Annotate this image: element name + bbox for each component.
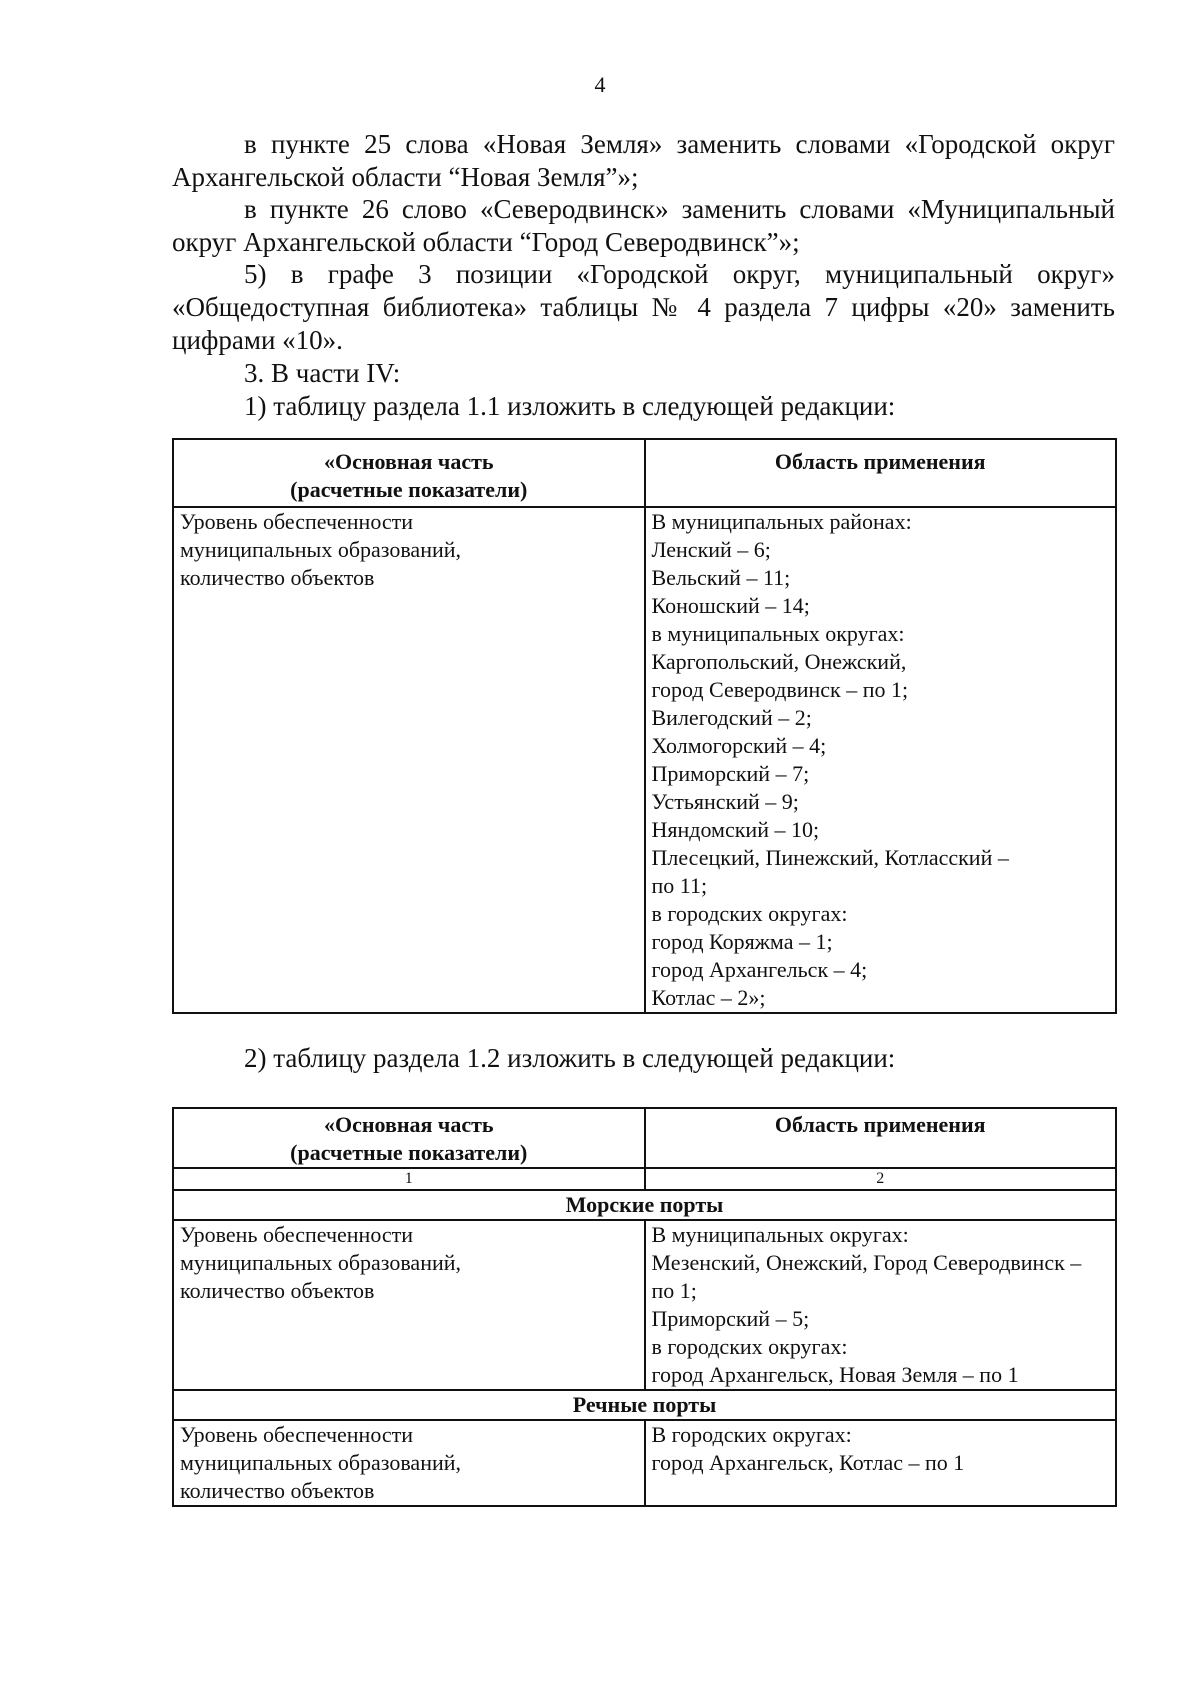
indicator-cell (173, 507, 645, 1013)
cell-line: Приморский – 7; (651, 761, 810, 786)
header-main-part-line1: «Основная часть (323, 1112, 494, 1137)
scope-cell (645, 1220, 1117, 1390)
cell-line: В муниципальных округах: (651, 1222, 909, 1247)
column-number-2: 2 (645, 1168, 1117, 1190)
cell-line: Плесецкий, Пинежский, Котласский – (651, 845, 1009, 870)
header-main-part-line2: (расчетные показатели) (290, 477, 528, 502)
cell-line: В городских округах: (651, 1422, 852, 1447)
section-title-river-ports: Речные порты (173, 1390, 1116, 1420)
cell-line: Уровень обеспеченности (180, 509, 414, 534)
header-main-part-line1: «Основная часть (323, 449, 494, 474)
cell-line: Уровень обеспеченности (180, 1422, 414, 1447)
scope-cell (645, 1420, 1117, 1506)
paragraph-item-26: в пункте 26 слово «Северодвинск» заменить словами «Муниципальный округ Архангельской области “Город Северодвинск”»; (172, 194, 1115, 257)
scope-cell (645, 507, 1117, 1013)
cell-line: Холмогорский – 4; (651, 733, 827, 758)
section-row-sea-ports (173, 1190, 1116, 1220)
cell-line: Вельский – 11; (651, 565, 791, 590)
paragraph-table-1-2-intro: 2) таблицу раздела 1.2 изложить в следующей редакции: (244, 1043, 896, 1073)
cell-line: Ленский – 6; (651, 537, 771, 562)
table-section-1-1 (172, 438, 1117, 1014)
section-title-sea-ports: Морские порты (173, 1190, 1116, 1220)
table-header-row (173, 439, 1116, 507)
cell-line: по 1; (651, 1278, 697, 1303)
page-number: 4 (594, 72, 606, 97)
indicator-cell (173, 1220, 645, 1390)
cell-line: город Архангельск, Котлас – по 1 (651, 1450, 965, 1475)
cell-line: в муниципальных округах: (651, 621, 905, 646)
cell-line: Котлас – 2»; (651, 985, 766, 1010)
cell-line: город Архангельск, Новая Земля – по 1 (651, 1362, 1019, 1387)
cell-line: количество объектов (180, 565, 375, 590)
column-number-1: 1 (173, 1168, 645, 1190)
cell-line: количество объектов (180, 1478, 375, 1503)
header-scope: Область применения (645, 1108, 1117, 1168)
cell-line: город Северодвинск – по 1; (651, 677, 909, 702)
section-row-river-ports (173, 1390, 1116, 1420)
table-row (173, 507, 1116, 1013)
header-main-part (173, 439, 645, 507)
table-row (173, 1220, 1116, 1390)
cell-line: в городских округах: (651, 1334, 848, 1359)
cell-line: Уровень обеспеченности (180, 1222, 414, 1247)
cell-line: Каргопольский, Онежский, (651, 649, 907, 674)
cell-line: Вилегодский – 2; (651, 705, 812, 730)
paragraph-item-5: 5) в графе 3 позиции «Городской округ, муниципальный округ» «Общедоступная библиотека» таблицы № 4 раздела 7 цифры «20» заменить цифрами «10». (172, 259, 1115, 355)
header-scope: Область применения (645, 439, 1117, 507)
cell-line: муниципальных образований, (180, 1450, 462, 1475)
cell-line: муниципальных образований, (180, 537, 462, 562)
paragraph-part-iv: 3. В части IV: (244, 358, 401, 388)
cell-line: Няндомский – 10; (651, 817, 820, 842)
table-header-row (173, 1108, 1116, 1168)
cell-line: Приморский – 5; (651, 1306, 810, 1331)
cell-line: Мезенский, Онежский, Город Северодвинск – (651, 1250, 1082, 1275)
header-main-part-line2: (расчетные показатели) (290, 1140, 528, 1165)
header-main-part (173, 1108, 645, 1168)
cell-line: Коношский – 14; (651, 593, 810, 618)
paragraph-item-25: в пункте 25 слова «Новая Земля» заменить словами «Городской округ Архангельской области “Новая Земля”»; (172, 129, 1115, 192)
cell-line: Устьянский – 9; (651, 789, 799, 814)
cell-line: количество объектов (180, 1278, 375, 1303)
indicator-cell (173, 1420, 645, 1506)
paragraph-table-1-1-intro: 1) таблицу раздела 1.1 изложить в следующей редакции: (244, 391, 896, 421)
cell-line: в городских округах: (651, 901, 848, 926)
column-number-row (173, 1168, 1116, 1190)
cell-line: муниципальных образований, (180, 1250, 462, 1275)
table-section-1-2 (172, 1107, 1117, 1507)
cell-line: В муниципальных районах: (651, 509, 912, 534)
cell-line: по 11; (651, 873, 708, 898)
cell-line: город Архангельск – 4; (651, 957, 868, 982)
cell-line: город Коряжма – 1; (651, 929, 833, 954)
table-row (173, 1420, 1116, 1506)
